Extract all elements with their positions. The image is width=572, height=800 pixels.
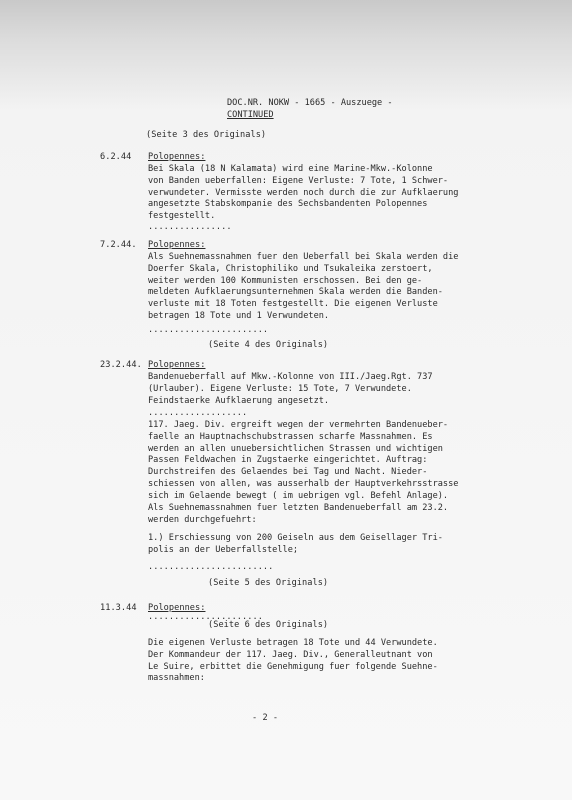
entry-text-3: Als Suehnemassnahmen fuer letzten Bandenueberfall am 23.2. werden durchgefuehrt: xyxy=(148,503,449,525)
separator-dots: ........................ xyxy=(148,562,274,572)
seite-6-note: (Seite 6 des Originals) xyxy=(208,620,329,630)
separator-dots: ................... xyxy=(148,408,248,418)
page-number: - 2 - xyxy=(252,713,279,723)
entry-place: Polopennes: xyxy=(148,360,206,370)
separator-dots: ...................... xyxy=(148,612,263,622)
entry-date: 7.2.44. xyxy=(100,240,137,250)
separator-dots: ................ xyxy=(148,222,232,232)
separator-dots: ....................... xyxy=(148,325,269,335)
entry-text-2: 117. Jaeg. Div. ergreift wegen der vermehrten Bandenueber- faelle an Hauptnachschubstrassen scharfe Massnahmen. Es werden an allen unuebersichtlichen Strassen und wichtigen Passen Feldwachen in Zugstaerke eingerichtet. Auftrag: Durchstreifen des Gelaendes bei Tag und Nacht. Nieder- schiessen von allen, was ausserhalb der Hauptverkehrsstrasse sich im Gelaende bewegt ( im uebrigen vgl. Befehl Anlage). xyxy=(148,420,459,501)
entry-text: Bandenueberfall auf Mkw.-Kolonne von III./Jaeg.Rgt. 737 (Urlauber). Eigene Verluste: 15 Tote, 7 Verwundete. Feindstaerke Aufklaerung angesetzt. xyxy=(148,372,433,406)
entry-date: 6.2.44 xyxy=(100,152,132,162)
entry-text: Bei Skala (18 N Kalamata) wird eine Marine-Mkw.-Kolonne von Banden ueberfallen: Eigene Verluste: 7 Tote, 1 Schwer- verwundeter. Vermisste werden noch durch die zur Aufklaerung angesetzte Stabskompanie des Sechsbandenten Polopennes festgestellt. xyxy=(148,164,459,222)
entry-place: Polopennes: xyxy=(148,603,206,613)
entry-date: 23.2.44. xyxy=(100,360,142,370)
entry-text: Als Suehnemassnahmen fuer den Ueberfall bei Skala werden die Doerfer Skala, Christophiliko und Tsukaleika zerstoert, weiter werden 100 Kommunisten erschossen. Bei den ge- meldeten Aufklaerungsunternehmen Skala werden die Banden- verluste mit 18 Toten festgestellt. Die eigenen Verluste betragen 18 Tote und 1 Verwundeten. xyxy=(148,252,459,321)
entry-text: Die eigenen Verluste betragen 18 Tote und 44 Verwundete. Der Kommandeur der 117. Jaeg. Div., Generalleutnant von Le Suire, erbittet die Genehmigung fuer folgende Suehne- massnahmen: xyxy=(148,638,438,684)
entry-place: Polopennes: xyxy=(148,152,206,162)
document-header xyxy=(227,98,393,121)
header-line-2: CONTINUED xyxy=(227,109,274,120)
seite-5-note: (Seite 5 des Originals) xyxy=(208,578,329,588)
entry-date: 11.3.44 xyxy=(100,603,137,613)
seite-3-note: (Seite 3 des Originals) xyxy=(146,130,267,140)
entry-place: Polopennes: xyxy=(148,240,206,250)
entry-text-4: 1.) Erschiessung von 200 Geiseln aus dem Geisellager Tri- polis an der Ueberfallstelle; xyxy=(148,533,443,555)
header-line-1: DOC.NR. NOKW - 1665 - Auszuege - xyxy=(227,98,393,108)
seite-4-note: (Seite 4 des Originals) xyxy=(208,340,329,350)
